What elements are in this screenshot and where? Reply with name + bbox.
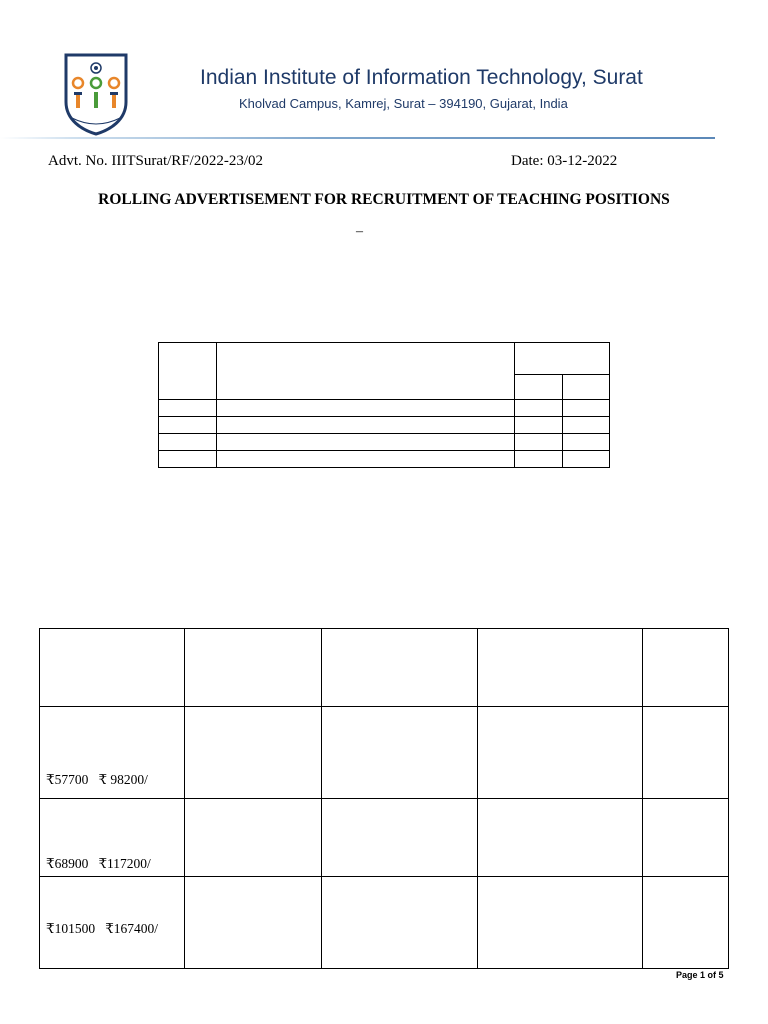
table-cell	[322, 707, 478, 799]
table-cell	[322, 877, 478, 969]
table-cell	[159, 417, 217, 434]
pay-min: ₹68900	[46, 856, 89, 871]
table-cell	[216, 434, 515, 451]
table-cell	[185, 707, 322, 799]
institute-name: Indian Institute of Information Technology, Surat	[200, 66, 643, 89]
table-cell	[563, 451, 610, 468]
table-cell	[515, 417, 563, 434]
table-row	[40, 707, 729, 799]
table-cell	[185, 799, 322, 877]
table-cell	[478, 629, 643, 707]
advertisement-number: Advt. No. IIITSurat/RF/2022-23/02	[48, 153, 263, 169]
table-cell	[515, 400, 563, 417]
pay-min: ₹101500	[46, 921, 96, 936]
positions-table	[158, 342, 610, 468]
table-row	[40, 877, 729, 969]
table-cell	[563, 400, 610, 417]
table-cell	[643, 799, 729, 877]
table-row	[159, 417, 610, 434]
page-title: ROLLING ADVERTISEMENT FOR RECRUITMENT OF TEACHING POSITIONS	[98, 191, 670, 208]
page-number: Page 1 of 5	[676, 970, 724, 980]
table-cell	[322, 799, 478, 877]
table-cell	[478, 799, 643, 877]
table-cell	[322, 629, 478, 707]
pay-max: ₹117200/	[98, 856, 151, 871]
table-cell	[216, 343, 515, 400]
pay-max: ₹167400/	[105, 921, 159, 936]
institute-address: Kholvad Campus, Kamrej, Surat – 394190, Gujarat, India	[239, 96, 568, 111]
advertisement-date: Date: 03-12-2022	[511, 153, 618, 169]
table-row	[159, 451, 610, 468]
table-cell	[216, 417, 515, 434]
table-cell	[185, 877, 322, 969]
table-cell	[643, 629, 729, 707]
table-cell	[563, 375, 610, 400]
table-cell	[159, 434, 217, 451]
table-cell	[478, 877, 643, 969]
table-cell	[159, 451, 217, 468]
pay-max: ₹ 98200/	[98, 772, 148, 787]
pay-level-table	[39, 628, 729, 969]
title-dash: –	[356, 224, 363, 239]
table-cell	[515, 343, 610, 375]
table-row	[159, 434, 610, 451]
table-cell	[515, 451, 563, 468]
table-cell	[643, 707, 729, 799]
table-cell	[563, 434, 610, 451]
header-divider	[0, 137, 715, 139]
iiit-surat-logo-icon	[62, 52, 130, 136]
table-header-row	[40, 629, 729, 707]
pay-scale-cell	[40, 707, 185, 799]
table-cell	[40, 629, 185, 707]
table-cell	[159, 343, 217, 400]
table-header-row	[159, 343, 610, 375]
table-cell	[159, 400, 217, 417]
table-cell	[515, 434, 563, 451]
pay-min: ₹57700	[46, 772, 89, 787]
table-cell	[563, 417, 610, 434]
table-cell	[643, 877, 729, 969]
table-cell	[185, 629, 322, 707]
table-cell	[216, 451, 515, 468]
table-row	[40, 799, 729, 877]
table-cell	[515, 375, 563, 400]
pay-scale-cell	[40, 799, 185, 877]
table-row	[159, 400, 610, 417]
table-cell	[216, 400, 515, 417]
pay-scale-cell	[40, 877, 185, 969]
table-cell	[478, 707, 643, 799]
